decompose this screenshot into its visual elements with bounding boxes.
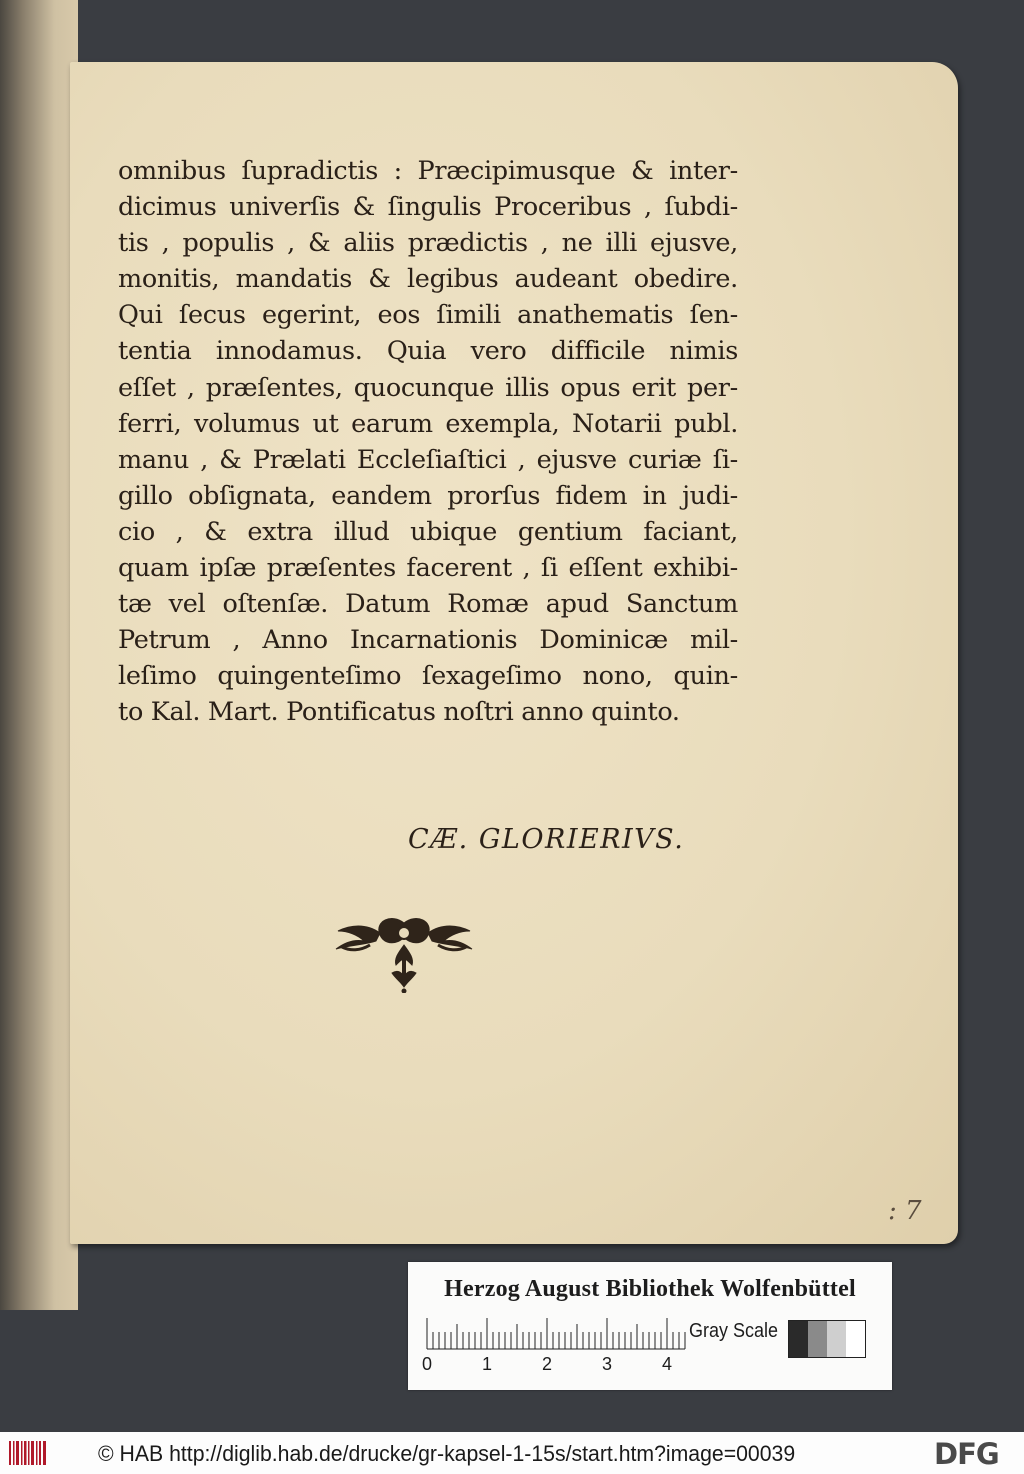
ruler-scale [426,1318,686,1350]
body-text [118,153,738,731]
text-line: omnibus ſupradictis : Præcipimusque & inter- [118,156,738,186]
text-line: to Kal. Mart. Pontificatus noſtri anno quinto. [118,697,680,728]
ruler-number: 0 [421,1354,432,1374]
copyright-link[interactable]: © HAB http://diglib.hab.de/drucke/gr-kapsel-1-15s/start.htm?image=00039 [98,1441,796,1466]
ruler-number: 2 [541,1354,552,1374]
signature: CÆ. GLORIERIVS. [408,824,685,855]
text-line: monitis, mandatis & legibus audeant obedire. [118,264,738,295]
handwritten-margin-note: : 7 [888,1196,922,1226]
text-line: tis , populis , & aliis prædictis , ne illi ejusve, [118,228,738,259]
book-spine-edge [0,0,78,1310]
ruler-number: 1 [481,1354,492,1374]
printers-ornament-icon [330,915,478,993]
swatch-white [846,1321,865,1357]
text-line: leſimo quingenteſimo ſexageſimo nono, quin- [118,661,738,692]
footer-bar [0,1432,1024,1474]
color-scale-target [408,1262,892,1390]
text-line: ferri, volumus ut earum exempla, Notarii publ. [118,408,738,439]
text-line: dicimus univerſis & ſingulis Proceribus , ſubdi- [118,192,738,223]
text-line: quam ipſæ præſentes facerent , ſi eſſent exhibi- [118,553,738,584]
swatch-dark-gray [808,1321,827,1357]
swatch-black [789,1321,808,1357]
swatch-light-gray [827,1321,846,1357]
text-line: Qui ſecus egerint, eos ſimili anathematis ſen- [118,300,738,331]
text-line: gillo obſignata, eandem prorſus fidem in judi- [118,480,738,511]
dfg-logo: DFG [934,1437,999,1471]
text-line: manu , & Prælati Eccleſiaſtici , ejusve curiæ ſi- [118,444,738,475]
library-name: Herzog August Bibliothek Wolfenbüttel [444,1276,856,1302]
text-line: tæ vel oſtenſæ. Datum Romæ apud Sanctum [118,589,738,620]
ruler-number: 4 [661,1354,672,1374]
text-line: tentia innodamus. Quia vero difficile nimis [118,336,738,367]
ruler-number: 3 [601,1354,612,1374]
gray-scale-swatches [788,1320,866,1358]
text-line: Petrum , Anno Incarnationis Dominicæ mil- [118,625,738,656]
text-line: cio , & extra illud ubique gentium faciant, [118,516,738,547]
text-line: eſſet , præſentes, quocunque illis opus erit per- [118,372,738,403]
barcode-logo-icon [8,1438,48,1468]
gray-scale-label: Gray Scale [689,1320,779,1342]
